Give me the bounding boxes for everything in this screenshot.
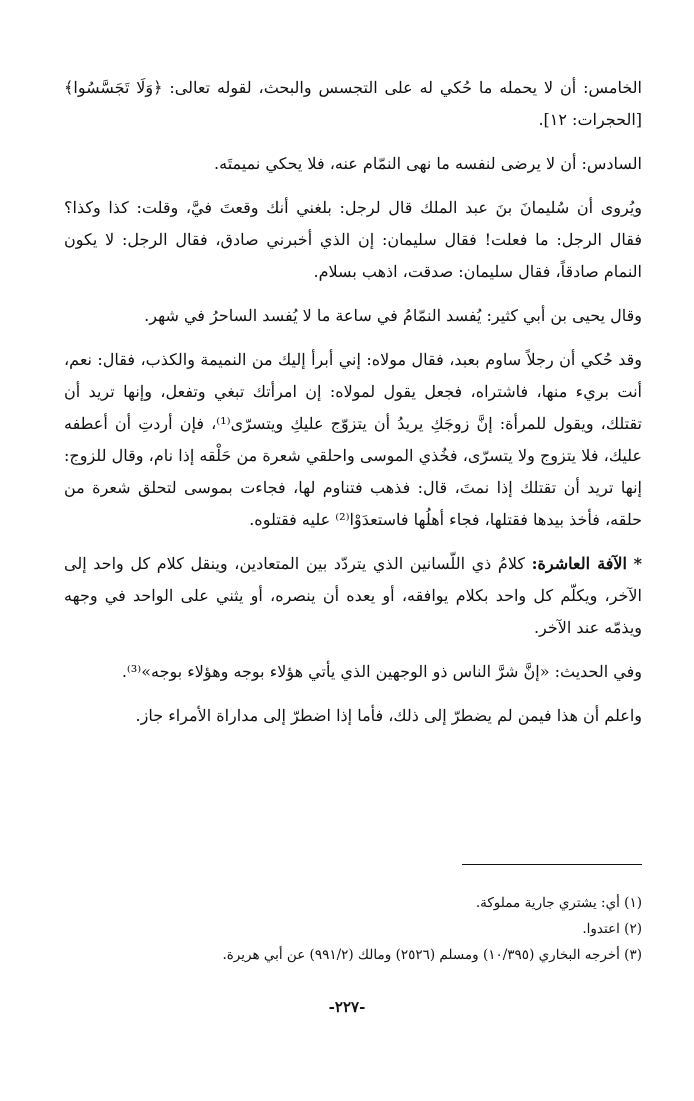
paragraph-sulayman-story: ويُروى أن سُليمانَ بنَ عبد الملك قال لرجل: بلغني أنك وقعتَ فيَّ، وقلت: كذا وكذا؟ فقال الرجل: ما فعلت! فقال سليمان: إن الذي أخبرني صادق، فقال الرجل: لا يكون النمام صادقاً، فقال سليمان: صدقت، اذهب بسلام. (64, 198, 643, 281)
paragraph-conclusion: واعلم أن هذا فيمن لم يضطرّ إلى ذلك، فأما إذا اضطرّ إلى مداراة الأمراء جاز. (135, 706, 642, 725)
paragraph-fifth: الخامس: أن لا يحمله ما حُكي له على التجسس والبحث، لقوله تعالى: ﴿وَلَا تَجَسَّسُوا﴾ [الحجرات: ١٢]. (64, 78, 642, 129)
paragraph-slave-story: وقد حُكي أن رجلاً ساوم بعبد، فقال مولاه: إني أبرأ إليك من النميمة والكذب، فقال: نعم، أنت بريء منها، فاشتراه، فجعل يقول لمولاه: إن امرأتك تبغي وتفعل، وإنها تريد أن تقتلك، ويقول للمرأة: إنَّ زوجَكِ يريدُ أن يتزوّج عليكِ ويتسرّى⁽¹⁾، فإن أردتِ أن أعطفه عليك، فلا يتزوج ولا يتسرّى، فخُذي الموسى واحلقي شعرة من حَلْقه إذا نام، وقال للزوج: إنها تريد أن تقتلك إذا نمتَ، قال: فذهب فتناوم لها، فجاءت بموسى لتحلق شعرة من حلقه، فأخذ بيدها فقتلها، فجاء أهلُها فاستعدَوْا⁽²⁾ عليه فقتلوه. (64, 350, 643, 529)
footnotes (64, 890, 642, 968)
paragraph-tenth-affliction (64, 548, 642, 644)
section-text: كلامُ ذي اللّسانين الذي يتردّد بين المتعادين، وينقل كلام كل واحد إلى الآخر، ويكلّم كل واحد بكلام يوافقه، أو يعده أن ينصره، أو يثني على الواحد في وجهه ويذمّه عند الآخر. (64, 554, 642, 637)
paragraph-sixth: السادس: أن لا يرضى لنفسه ما نهى النمّام عنه، فلا يحكي نميمتَه. (214, 154, 642, 173)
star-marker-icon: * (633, 554, 643, 573)
paragraph-yahya-quote: وقال يحيى بن أبي كثير: يُفسد النمّامُ في ساعة ما لا يُفسد الساحرُ في شهر. (144, 306, 642, 325)
footnote-1: (١) أي: يشتري جارية مملوكة. (475, 895, 642, 911)
footnote-3: (٣) أخرجه البخاري (١٠/٣٩٥) ومسلم (٢٥٢٦) ومالك (٩٩١/٢) عن أبي هريرة. (222, 947, 642, 963)
paragraph-hadith: وفي الحديث: «إنَّ شرَّ الناس ذو الوجهين الذي يأتي هؤلاء بوجه وهؤلاء بوجه»⁽³⁾. (121, 662, 642, 681)
section-heading: الآفة العاشرة: (531, 554, 627, 573)
page-body (64, 72, 642, 744)
footnote-2: (٢) اعتدوا. (582, 921, 642, 937)
footnote-divider (462, 864, 642, 865)
page-number: -٢٢٧- (328, 998, 366, 1016)
